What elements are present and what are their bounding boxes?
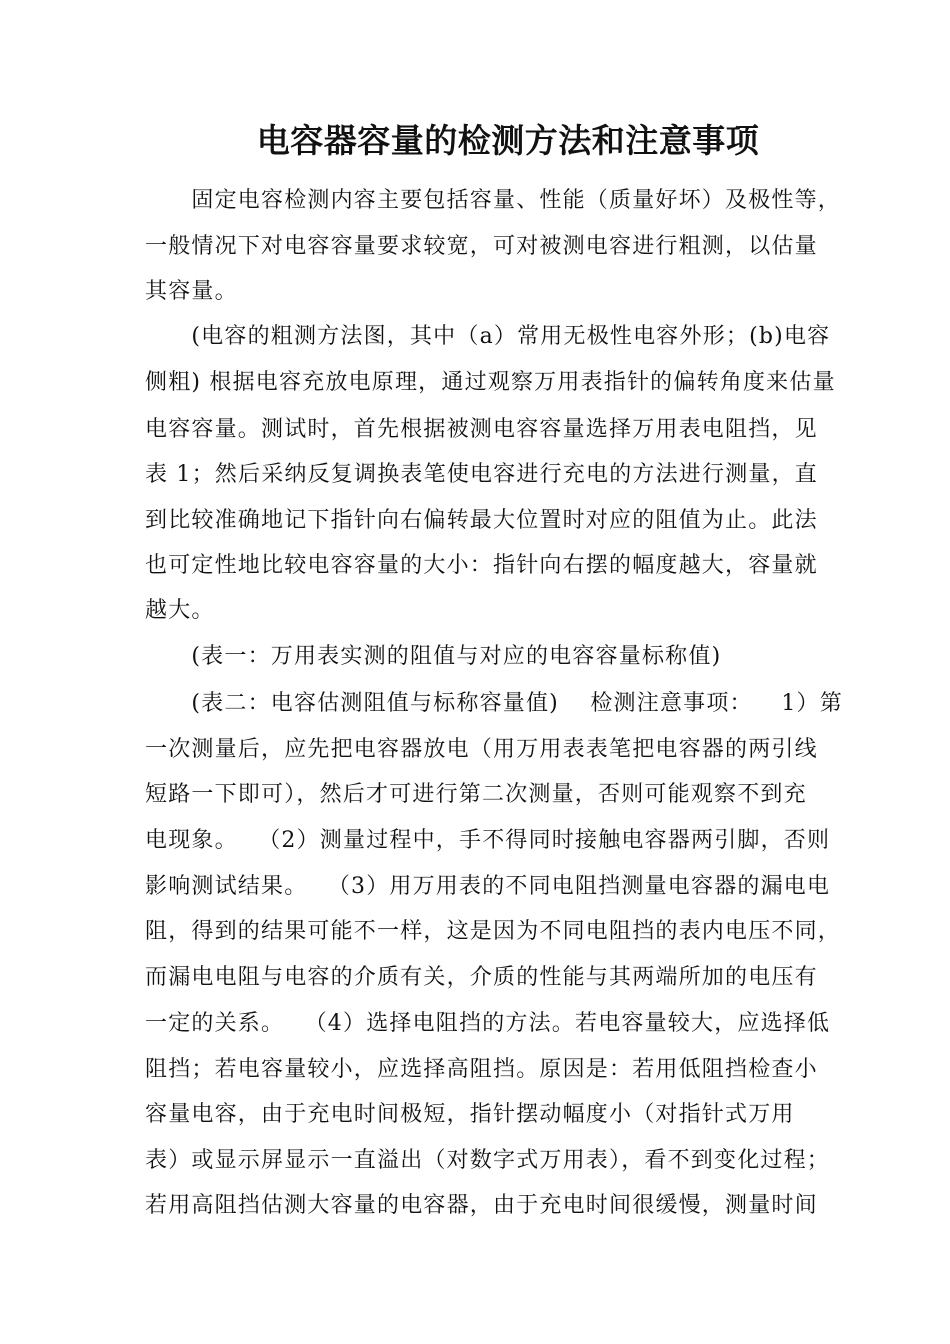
body-text-line: 阻，得到的结果可能不一样，这是因为不同电阻挡的表内电压不同， xyxy=(145,919,842,944)
body-text-line: 而漏电电阻与电容的介质有关，介质的性能与其两端所加的电压有 xyxy=(145,965,818,990)
body-text-line: 一般情况下对电容容量要求较宽，可对被测电容进行粗测，以估量 xyxy=(145,234,818,259)
body-text-line: 一次测量后，应先把电容器放电（用万用表表笔把电容器的两引线 xyxy=(145,737,818,762)
body-text-line: (表二：电容估测阻值与标称容量值) 检测注意事项： 1）第 xyxy=(145,691,843,716)
body-text-line: (电容的粗测方法图，其中（a）常用无极性电容外形；(b)电容 xyxy=(145,324,831,349)
body-text-line: 也可定性地比较电容容量的大小：指针向右摆的幅度越大，容量就 xyxy=(145,553,818,578)
body-text-line: 一定的关系。 （4）选择电阻挡的方法。若电容量较大，应选择低 xyxy=(145,1011,831,1036)
document-title: 电容器容量的检测方法和注意事项 xyxy=(256,121,760,160)
body-text-line: 阻挡；若电容量较小，应选择高阻挡。原因是：若用低阻挡检查小 xyxy=(145,1057,818,1082)
body-text-line: 电容容量。测试时，首先根据被测电容容量选择万用表电阻挡，见 xyxy=(145,417,818,442)
body-text-line: 越大。 xyxy=(145,598,215,623)
body-text-line: 其容量。 xyxy=(145,279,238,304)
body-text-line: 固定电容检测内容主要包括容量、性能（质量好坏）及极性等， xyxy=(145,188,842,213)
body-text-line: 到比较准确地记下指针向右偏转最大位置时对应的阻值为止。此法 xyxy=(145,508,818,533)
body-text-line: 短路一下即可），然后才可进行第二次测量，否则可能观察不到充 xyxy=(145,782,807,807)
body-text-line: 容量电容，由于充电时间极短，指针摆动幅度小（对指针式万用 xyxy=(145,1102,795,1127)
body-text-line: 表 1；然后采纳反复调换表笔使电容进行充电的方法进行测量，直 xyxy=(145,462,818,487)
body-text-line: (表一：万用表实测的阻值与对应的电容容量标称值) xyxy=(145,644,722,669)
body-text-line: 表）或显示屏显示一直溢出（对数字式万用表），看不到变化过程； xyxy=(145,1148,831,1173)
body-text-line: 影响测试结果。 （3）用万用表的不同电阻挡测量电容器的漏电电 xyxy=(145,874,831,899)
body-text-line: 侧粗) 根据电容充放电原理，通过观察万用表指针的偏转角度来估量 xyxy=(145,370,836,395)
body-text-line: 电现象。 （2）测量过程中，手不得同时接触电容器两引脚，否则 xyxy=(145,828,831,853)
body-text-line: 若用高阻挡估测大容量的电容器，由于充电时间很缓慢，测量时间 xyxy=(145,1193,818,1218)
